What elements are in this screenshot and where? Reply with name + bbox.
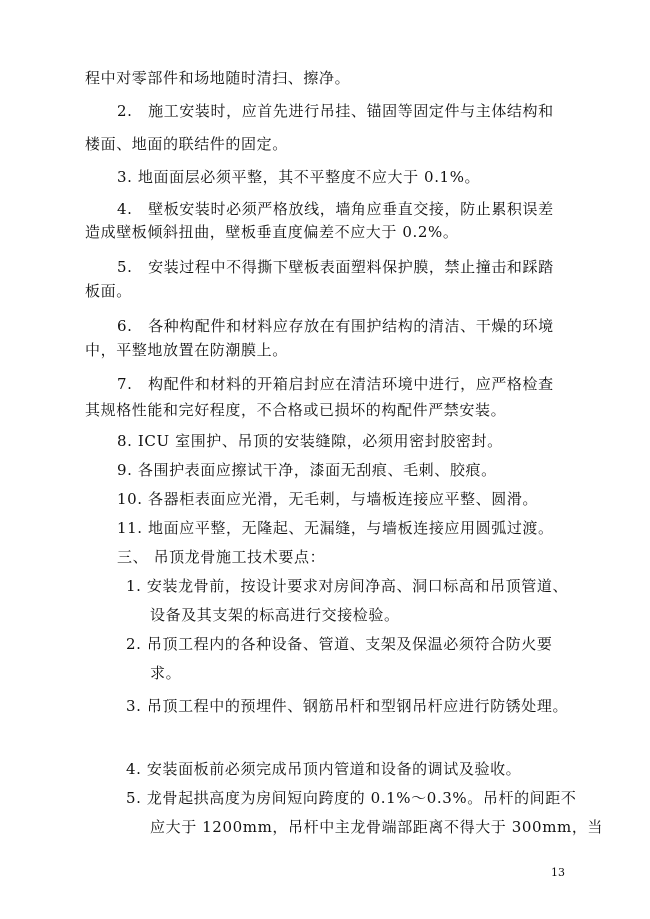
text-line: 10. 各器柜表面应光滑，无毛刺，与墙板连接应平整、圆滑。: [117, 490, 539, 508]
text-line: 应大于 1200mm，吊杆中主龙骨端部距离不得大于 300mm，当: [150, 818, 604, 836]
text-line: 3. 地面面层必须平整，其不平整度不应大于 0.1%。: [117, 168, 481, 186]
text-line: 程中对零部件和场地随时清扫、擦净。: [85, 69, 351, 87]
text-line: 楼面、地面的联结件的固定。: [85, 135, 288, 153]
text-line: 5. 安装过程中不得撕下壁板表面塑料保护膜，禁止撞击和踩踏: [117, 258, 554, 276]
text-line: 5. 龙骨起拱高度为房间短向跨度的 0.1%～0.3%。吊杆的间距不: [126, 789, 577, 807]
text-line: 4. 壁板安装时必须严格放线，墙角应垂直交接，防止累积误差: [117, 200, 554, 218]
text-line: 设备及其支架的标高进行交接检验。: [150, 606, 400, 624]
text-line: 中，平整地放置在防潮膜上。: [85, 341, 288, 359]
text-line: 8. ICU 室围护、吊顶的安装缝隙，必须用密封胶密封。: [117, 432, 503, 450]
text-line: 6. 各种构配件和材料应存放在有围护结构的清洁、干燥的环境: [117, 317, 554, 335]
text-line: 1. 安装龙骨前，按设计要求对房间净高、洞口标高和吊顶管道、: [126, 577, 569, 595]
text-line: 3. 吊顶工程中的预埋件、钢筋吊杆和型钢吊杆应进行防锈处理。: [126, 697, 569, 715]
text-line: 7. 构配件和材料的开箱启封应在清洁环境中进行，应严格检查: [117, 375, 554, 393]
text-line: 11. 地面应平整，无隆起、无漏缝，与墙板连接应用圆弧过渡。: [117, 519, 554, 537]
text-line: 2. 吊顶工程内的各种设备、管道、支架及保温必须符合防火要: [126, 635, 553, 653]
text-line: 造成壁板倾斜扭曲，壁板垂直度偏差不应大于 0.2%。: [85, 223, 459, 241]
text-line: 4. 安装面板前必须完成吊顶内管道和设备的调试及验收。: [126, 760, 522, 778]
text-line: 求。: [150, 664, 182, 682]
text-line: 2. 施工安装时，应首先进行吊挂、锚固等固定件与主体结构和: [117, 102, 554, 120]
section-heading: 三、 吊顶龙骨施工技术要点：: [117, 548, 326, 566]
text-line: 板面。: [85, 282, 132, 300]
text-line: 其规格性能和完好程度，不合格或已损坏的构配件严禁安装。: [85, 401, 507, 419]
text-line: 9. 各围护表面应擦试干净，漆面无刮痕、毛刺、胶痕。: [117, 461, 497, 479]
page-number: 13: [551, 866, 565, 879]
